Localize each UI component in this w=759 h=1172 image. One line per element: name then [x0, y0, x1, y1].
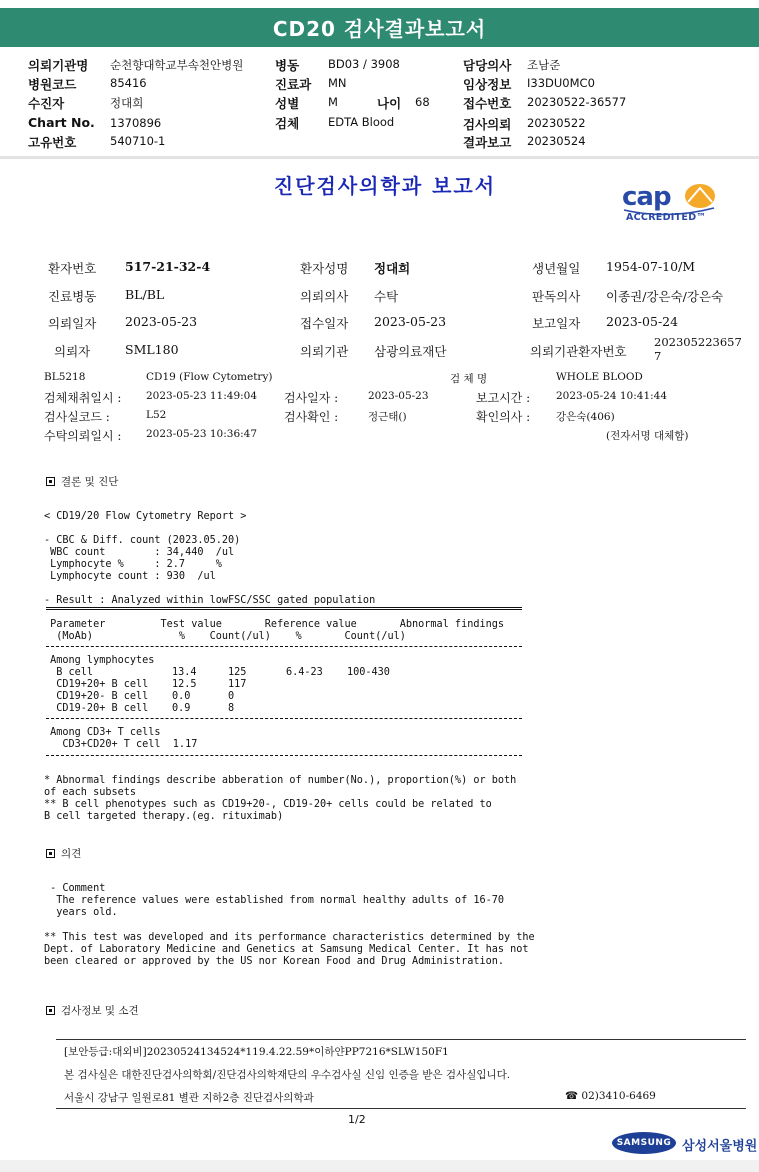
requester-label: 의뢰자	[54, 344, 91, 359]
security-line: [보안등급:대외비]20230524134524*119.4.22.59*이하얀PP7216*SLW150F1	[64, 1046, 449, 1058]
report-date: 20230524	[527, 134, 586, 148]
receipt-no: 20230522-36577	[527, 95, 627, 109]
report-date-label: 결과보고	[463, 135, 512, 150]
table-head-rule	[46, 646, 522, 647]
samsung-word: SAMSUNG	[616, 1138, 672, 1148]
cap-accredited-text: ACCREDITED™	[626, 212, 707, 223]
dept-label: 진료과	[275, 77, 312, 92]
address-line: 서울시 강남구 일원로81 별관 지하2층 진단검사의학과	[64, 1092, 314, 1104]
row-label: CD19+20+ B cell	[44, 679, 149, 690]
ward2: BL/BL	[125, 287, 165, 302]
report-time: 2023-05-24 10:41:44	[556, 390, 668, 402]
recv-date-label: 접수일자	[300, 316, 349, 331]
cap-logo-word: cap	[622, 182, 671, 212]
org-pid-line-1: 202305223657	[654, 335, 742, 349]
among-cd3: Among CD3+ T cells	[44, 727, 161, 738]
hospital-code-label: 병원코드	[28, 77, 77, 92]
hospital-name: 삼성서울병원	[682, 1139, 758, 1154]
doctor: 조남준	[527, 58, 561, 72]
clinical-info-label: 임상정보	[463, 77, 512, 92]
note-2b: B cell targeted therapy.(eg. rituximab)	[44, 811, 284, 822]
section-bullet-icon	[46, 849, 55, 858]
section-opinion-label: 의견	[61, 848, 82, 860]
footer-bottom-rule	[56, 1108, 746, 1109]
examinee: 정대희	[110, 96, 144, 110]
table-top-rule	[46, 607, 522, 610]
row-count: 117	[228, 679, 247, 690]
page-number: 1/2	[348, 1113, 366, 1126]
among-lymphocytes: Among lymphocytes	[44, 655, 155, 666]
result-line: - Result : Analyzed within lowFSC/SSC gated population	[44, 595, 376, 606]
comment-1: The reference values were established from normal healthy adults of 16-70	[44, 895, 505, 906]
row-count: 125	[228, 667, 247, 678]
section-opinion	[46, 846, 81, 861]
note-1b: of each subsets	[44, 787, 137, 798]
requester: SML180	[125, 342, 179, 357]
row-label: CD19-20+ B cell	[44, 703, 149, 714]
bottom-strip	[0, 1160, 759, 1172]
chart-no-label: Chart No.	[28, 115, 95, 130]
row-label: B cell	[44, 667, 94, 678]
receipt-no-label: 접수번호	[463, 96, 512, 111]
report-title-bar	[0, 8, 759, 47]
requesting-org-label: 의뢰기관명	[28, 58, 89, 73]
unique-no: 540710-1	[110, 134, 166, 148]
row-label: CD19+20- B cell	[44, 691, 149, 702]
hospital-code: 85416	[110, 76, 147, 90]
req-doctor: 수탁	[374, 289, 399, 304]
room-label: 검사실코드 :	[44, 410, 110, 424]
specimen-label: 검체	[275, 116, 300, 131]
pid-label: 환자번호	[48, 261, 97, 276]
certification-line: 본 검사실은 대한진단검사의학회/진단검사의학재단의 우수검사실 신임 인증을 받은 검사실입니다.	[64, 1069, 511, 1081]
header-info	[0, 52, 759, 152]
comment-label: - Comment	[44, 883, 106, 894]
row-count: 0	[228, 691, 235, 702]
section-conclusion-label: 결론 및 진단	[61, 476, 119, 488]
read-doctor-label: 판독의사	[532, 289, 581, 304]
note-1a: * Abnormal findings describe abberation of number(No.), proportion(%) or both	[44, 775, 517, 786]
unique-no-label: 고유번호	[28, 135, 77, 150]
table-head-1: Parameter Test value Reference value Abnormal findings	[44, 619, 505, 630]
table-bottom-rule	[46, 755, 522, 756]
rep-date-label: 보고일자	[532, 316, 581, 331]
clinical-info: I33DU0MC0	[527, 76, 595, 90]
row-count: 8	[228, 703, 235, 714]
consign-label: 수탁의뢰일시 :	[44, 429, 122, 443]
esign-note: (전자서명 대체함)	[606, 430, 689, 442]
rep-date: 2023-05-24	[606, 314, 679, 329]
row-pct: 0.9	[172, 703, 191, 714]
test-date-label: 검사일자 :	[284, 391, 339, 405]
checker-label: 검사확인 :	[284, 410, 339, 424]
section-conclusion	[46, 474, 118, 489]
cap-accredited-logo	[618, 180, 718, 226]
consign-time: 2023-05-23 10:36:47	[146, 428, 258, 440]
age-label: 나이	[377, 96, 402, 111]
doctor-label: 담당의사	[463, 58, 512, 73]
wbc-count: WBC count : 34,440 /ul	[44, 547, 235, 558]
req-org-label: 의뢰기관	[300, 344, 349, 359]
page-title: CD20 검사결과보고서	[272, 17, 487, 41]
phone-line: ☎ 02)3410-6469	[565, 1090, 656, 1102]
section-exam-info	[46, 1003, 139, 1018]
lymph-pct: Lymphocyte % : 2.7 %	[44, 559, 222, 570]
test-date: 2023-05-23	[368, 390, 429, 402]
dob-label: 생년월일	[532, 261, 581, 276]
report-time-label: 보고시간 :	[476, 391, 531, 405]
sex-label: 성별	[275, 96, 300, 111]
footer-top-rule	[56, 1039, 746, 1040]
comment-2: years old.	[44, 907, 118, 918]
ward-label: 병동	[275, 58, 300, 73]
req-date-label: 의뢰일자	[48, 316, 97, 331]
room-code: L52	[146, 409, 167, 421]
disclaimer-1: ** This test was developed and its performance characteristics determined by the	[44, 932, 535, 943]
req-doctor-label: 의뢰의사	[300, 289, 349, 304]
header-divider	[0, 156, 759, 159]
recv-date: 2023-05-23	[374, 314, 447, 329]
row-ref-count: 100-430	[347, 667, 390, 678]
dob: 1954-07-10/M	[606, 259, 696, 274]
row-pct: 13.4	[172, 667, 197, 678]
confirm-doctor: 강은숙(406)	[556, 411, 615, 423]
request-date: 20230522	[527, 116, 586, 130]
collect-label: 검체채취일시 :	[44, 391, 122, 405]
examinee-label: 수진자	[28, 96, 65, 111]
req-org: 삼광의료재단	[374, 344, 447, 359]
table-head-2: (MoAb) % Count(/ul) % Count(/ul)	[44, 631, 406, 642]
name-label: 환자성명	[300, 261, 349, 276]
request-date-label: 검사의뢰	[463, 117, 512, 132]
org-pid-label: 의뢰기관환자번호	[530, 344, 627, 359]
ward: BD03 / 3908	[328, 57, 400, 71]
requesting-org: 순천향대학교부속천안병원	[110, 58, 244, 72]
chart-no: 1370896	[110, 116, 162, 130]
org-pid-line-2: 7	[654, 349, 662, 363]
specimen: EDTA Blood	[328, 115, 395, 129]
disclaimer-3: been cleared or approved by the US nor Korean Food and Drug Administration.	[44, 956, 505, 967]
samsung-oval	[612, 1132, 676, 1154]
test-name: CD19 (Flow Cytometry)	[146, 371, 273, 383]
section-exam-info-label: 검사정보 및 소견	[61, 1005, 139, 1017]
table-mid-rule	[46, 718, 522, 719]
confirm-doctor-label: 확인의사 :	[476, 410, 531, 424]
age: 68	[415, 95, 430, 109]
section-bullet-icon	[46, 477, 55, 486]
row-pct: 0.0	[172, 691, 191, 702]
section-bullet-icon	[46, 1006, 55, 1015]
cbc-title: - CBC & Diff. count (2023.05.20)	[44, 535, 241, 546]
row-pct: 12.5	[172, 679, 197, 690]
note-2a: ** B cell phenotypes such as CD19+20-, CD19-20+ cells could be related to	[44, 799, 492, 810]
dept: MN	[328, 76, 347, 90]
disclaimer-2: Dept. of Laboratory Medicine and Genetics at Samsung Medical Center. It has not	[44, 944, 529, 955]
row-ref-pct: 6.4-23	[286, 667, 323, 678]
collect-time: 2023-05-23 11:49:04	[146, 390, 258, 402]
lymph-count: Lymphocyte count : 930 /ul	[44, 571, 216, 582]
pid: 517-21-32-4	[125, 259, 211, 274]
patient-name: 정대희	[374, 261, 411, 276]
report-heading: < CD19/20 Flow Cytometry Report >	[44, 511, 247, 522]
specimen-name-label: 검 체 명	[450, 373, 488, 385]
lab-report-title: 진단검사의학과 보고서	[273, 174, 497, 198]
cd3-row: CD3+CD20+ T cell 1.17	[44, 739, 198, 750]
test-code: BL5218	[44, 371, 86, 383]
checker: 정근태()	[368, 411, 407, 423]
req-date: 2023-05-23	[125, 314, 198, 329]
sex: M	[328, 95, 338, 109]
specimen-name: WHOLE BLOOD	[556, 371, 643, 383]
read-doctor: 이종권/강은숙/강은숙	[606, 289, 724, 304]
ward2-label: 진료병동	[48, 289, 97, 304]
